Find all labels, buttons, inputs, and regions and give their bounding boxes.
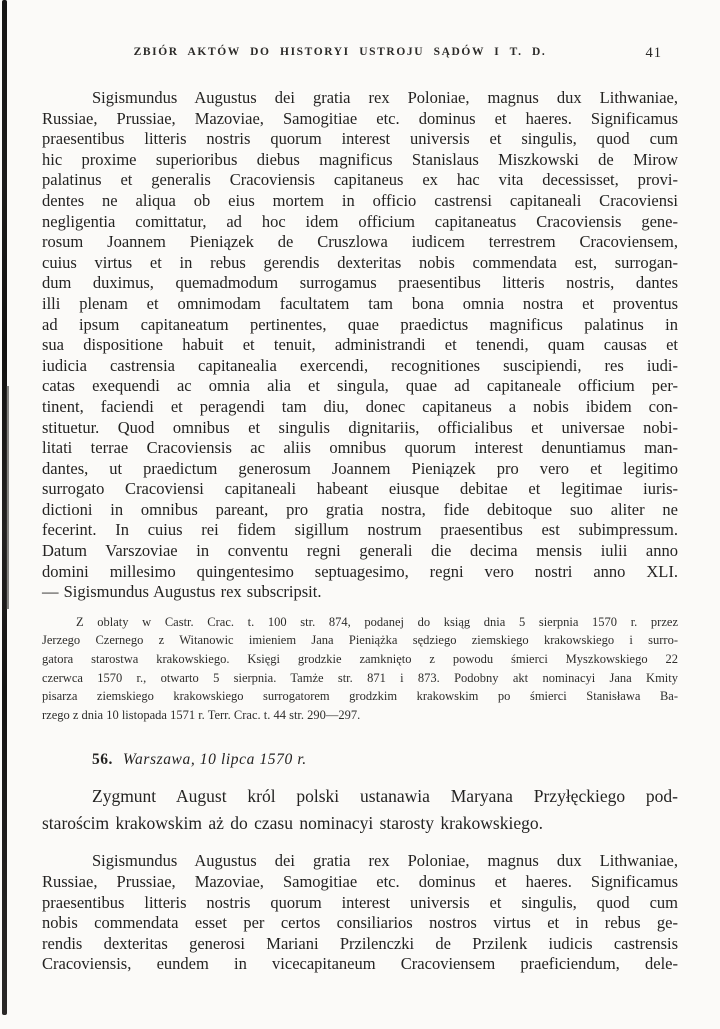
text-line: hic proxime superioribus diebus magnificus Stanislaus Miszkowski de Mirow bbox=[42, 149, 678, 169]
text-line: Sigismundus Augustus dei gratia rex Poloniae, magnus dux Lithwaniae, bbox=[92, 851, 678, 871]
text-line: gatora starostwa krakowskiego. Księgi grodzkie zamknięto z powodu śmierci Myszkowskiego 22 bbox=[42, 652, 678, 667]
document-56-date-title: Warszawa, 10 lipca 1570 r. bbox=[122, 751, 307, 769]
text-line: illi plenam et omnimodam facultatem tam bona omnia nostra et proventus bbox=[42, 293, 678, 313]
document-55-body bbox=[42, 88, 678, 603]
text-line: surrogato Cracoviensi capitaneali habeant eiusque debitae et legitimae iuris- bbox=[42, 479, 678, 499]
text-line: dentes ne aliqua ob eius mortem in officio castrensi capitaneali Cracoviensi bbox=[42, 190, 678, 210]
text-line: rendis dexteritas generosi Mariani Przilenczki de Przilenk iudicis castrensis bbox=[42, 933, 678, 953]
text-line: negligentia comittatur, ad hoc idem officium capitaneatus Cracoviensis gene- bbox=[42, 211, 678, 231]
text-line: Jerzego Czernego z Witanowic imieniem Jana Pieniążka sędziego ziemskiego krakowskiego i surro- bbox=[42, 633, 678, 648]
text-line: tinent, faciendi et peragendi tam diu, donec capitaneus a nobis ibidem con- bbox=[42, 396, 678, 416]
text-line: Russiae, Prussiae, Mazoviae, Samogitiae etc. dominus et haeres. Significamus bbox=[42, 872, 678, 891]
text-line: — Sigismundus Augustus rex subscripsit. bbox=[42, 582, 322, 602]
text-line: ad ipsum capitaneatum pertinentes, quae praedictus magnificus palatinus in bbox=[42, 314, 678, 334]
document-55-footnote bbox=[42, 613, 678, 725]
text-line: sua dispositione habuit et tenuit, administrandi et tenendi, quam causas et bbox=[42, 335, 678, 355]
text-line: Z oblaty w Castr. Crac. t. 100 str. 874, podanej do ksiąg dnia 5 sierpnia 1570 r. przez bbox=[76, 614, 678, 629]
text-line: rzego z dnia 10 listopada 1571 r. Terr. Crac. t. 44 str. 290—297. bbox=[42, 707, 361, 722]
document-56-summary bbox=[42, 783, 678, 836]
text-line: pisarza ziemskiego krakowskiego surrogatorem grodzkim krakowskim po śmierci Stanisława Ba- bbox=[42, 689, 678, 704]
text-line: dictioni in omnibus pareant, pro gratia nostra, fide debitoque suo aliter ne bbox=[42, 499, 678, 519]
text-line: cuius virtus et in rebus gerendis dexteritas nobis commendata est, surrogan- bbox=[42, 252, 678, 272]
text-line: Sigismundus Augustus dei gratia rex Poloniae, magnus dux Lithwaniae, bbox=[92, 88, 678, 107]
document-56-number: 56. bbox=[92, 751, 113, 769]
text-line: fecerint. In cuius rei fidem sigillum nostrum praesentibus est subimpressum. bbox=[42, 520, 678, 540]
text-line: Cracoviensis, eundem in vicecapitaneum Cracoviensem praeficiendum, dele- bbox=[42, 954, 678, 974]
text-line: nobis commendata esset per certos consiliarios nostros virtus et in rebus ge- bbox=[42, 913, 678, 933]
text-line: palatinus et generalis Cracoviensis capitaneus ex hac vita decessisset, provi- bbox=[42, 170, 678, 190]
text-line: Russiae, Prussiae, Mazoviae, Samogitiae etc. dominus et haeres. Significamus bbox=[42, 108, 678, 128]
text-line: Datum Varszoviae in conventu regni generali die decima mensis iulii anno bbox=[42, 541, 678, 561]
text-line: praesentibus litteris nostris quorum interest universis et singulis, quod cum bbox=[42, 892, 678, 912]
text-line: stituetur. Quod omnibus et singulis dignitariis, officialibus et universae nobi- bbox=[42, 417, 678, 437]
text-line: litati terrae Cracoviensis ac aliis omnibus quorum interest denuntiamus man- bbox=[42, 438, 678, 458]
text-line: rosum Joannem Pieniązek de Cruszlowa iudicem terrestrem Cracoviensem, bbox=[42, 232, 678, 252]
document-56-heading bbox=[92, 750, 678, 770]
running-header bbox=[42, 46, 678, 64]
binding-edge bbox=[2, 0, 7, 1015]
text-line: czerwca 1570 r., otwarto 5 sierpnia. Tamże str. 871 i 873. Podobny akt nominacyi Jana Kmity bbox=[42, 670, 678, 685]
text-line: catas exequendi ac omnia alia et singula, quae ad capitaneale officium per- bbox=[42, 376, 678, 396]
document-56-body bbox=[42, 851, 678, 975]
text-line: domini millesimo quingentesimo septuagesimo, regni vero nostri anno XLI. bbox=[42, 561, 678, 581]
running-header-title: ZBIÓR AKTÓW DO HISTORYI USTROJU SĄDÓW I T. D. bbox=[133, 46, 547, 58]
text-line: dantes, ut praedictum generosum Joannem Pieniązek pro vero et legitimo bbox=[42, 458, 678, 478]
text-line: praesentibus litteris nostris quorum interest universis et singulis, quod cum bbox=[42, 129, 678, 149]
text-line: dum duximus, quemadmodum surrogamus praesentibus litteris nostris, dantes bbox=[42, 273, 678, 293]
page-number: 41 bbox=[645, 45, 662, 61]
text-line: iudicia castrensia capitanealia exercendi, recognitiones suscipiendi, res iudi- bbox=[42, 355, 678, 375]
text-line: starościm krakowskim aż do czasu nominacyi starosty krakowskiego. bbox=[42, 812, 543, 833]
text-line: Zygmunt August król polski ustanawia Maryana Przyłęckiego pod- bbox=[92, 786, 678, 807]
